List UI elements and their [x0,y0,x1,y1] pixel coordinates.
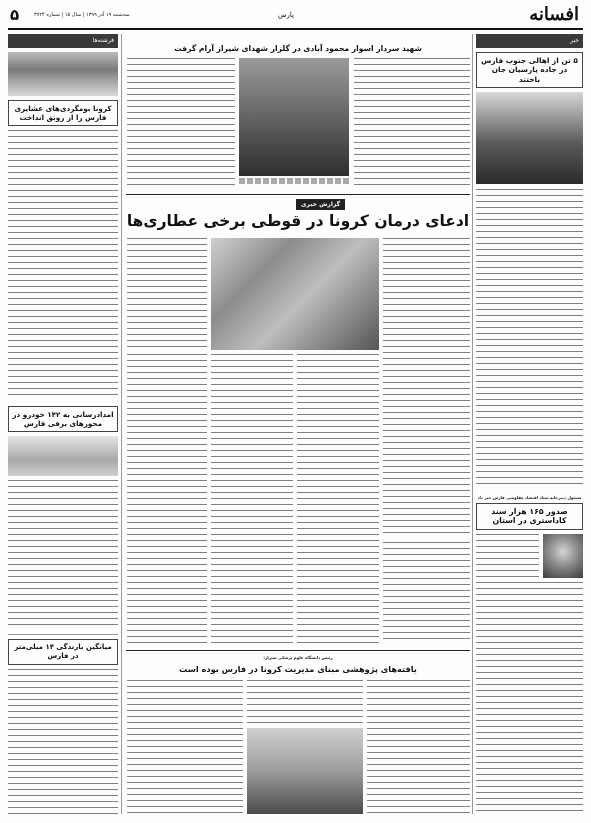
main-story-body-col1 [127,238,207,348]
left-column-header: فرشته‌ها [8,34,118,48]
main-story-body-col6 [383,542,470,644]
left-story2-body [8,480,118,630]
right-story2-headline: صدور ۱۶۵ هزار سند کاداستری در استان [476,503,583,530]
right-story2-lead [476,534,539,578]
bottom-story-rule [126,650,470,651]
issue-date-line: سه‌شنبه ۱۹ آذر ۱۳۹۹ | سال ۱۵ | شماره ۳۷۲۴ [34,12,130,18]
left-separator [8,634,118,635]
left-story1-body [8,130,118,400]
main-story-body-col5 [297,354,379,644]
right-column [476,34,583,816]
bottom-story-body-mid [247,680,363,724]
right-story2-media [476,534,583,578]
section-name: پارس [278,11,295,19]
left-story2-photo [8,436,118,476]
top-story-photo-caption [239,178,349,184]
left-story3-body [8,669,118,817]
left-story2-headline: امدادرسانی به ۱۴۲ خودرو در محورهای برفی فارس [8,406,118,432]
right-story2-portrait [543,534,583,578]
top-story-body-right [354,58,470,186]
top-story-headline: شهید سردار اسوار محمود آبادی در گلزار شهدای شیراز آرام گرفت [174,44,422,53]
main-story-tag: گزارش خبری [296,199,345,210]
main-story-body-col2 [383,238,470,538]
left-story1-headline: کرونا بومگردی‌های عشایری فارس را از رونق انداخت [8,100,118,126]
right-column-rule [472,34,473,814]
bottom-story-kicker: رئیس دانشگاه علوم پزشکی شیراز: [263,655,333,660]
bottom-story-body-right [367,680,470,814]
top-story-body-left [127,58,235,186]
right-story1-headline: ۵ تن از اهالی جنوب فارس در جاده پارسیان جان باختند [476,52,583,88]
main-story-headline: ادعای درمان کرونا در قوطی برخی عطاری‌ها [126,212,470,230]
masthead [8,4,583,30]
right-story1-body [476,189,583,489]
page-number: ۵ [10,6,20,24]
left-story3-headline: میانگین بارندگی ۱۴ میلی‌متر در فارس [8,639,118,665]
right-story2-kicker: مسئول دبیرخانه ستاد اقتصاد مقاومتی فارس خبر داد [477,494,582,500]
bottom-story-body-left [127,680,243,814]
left-column-rule [121,34,122,814]
main-story-photo [211,238,379,350]
bottom-story-headline: یافته‌های پژوهشی مبنای مدیریت کرونا در فارس بوده است [179,664,417,674]
bottom-story-photo [247,728,363,814]
top-story-rule [126,194,470,195]
top-story-photo [239,58,349,176]
newspaper-logo: افسانه [529,4,579,25]
main-story-body-col3 [127,354,207,644]
right-column-header: خبر [476,34,583,48]
left-column [8,34,118,816]
right-story2-body [476,582,583,816]
left-story1-photo [8,52,118,96]
main-story-body-col4 [211,354,293,644]
right-story1-photo [476,92,583,184]
